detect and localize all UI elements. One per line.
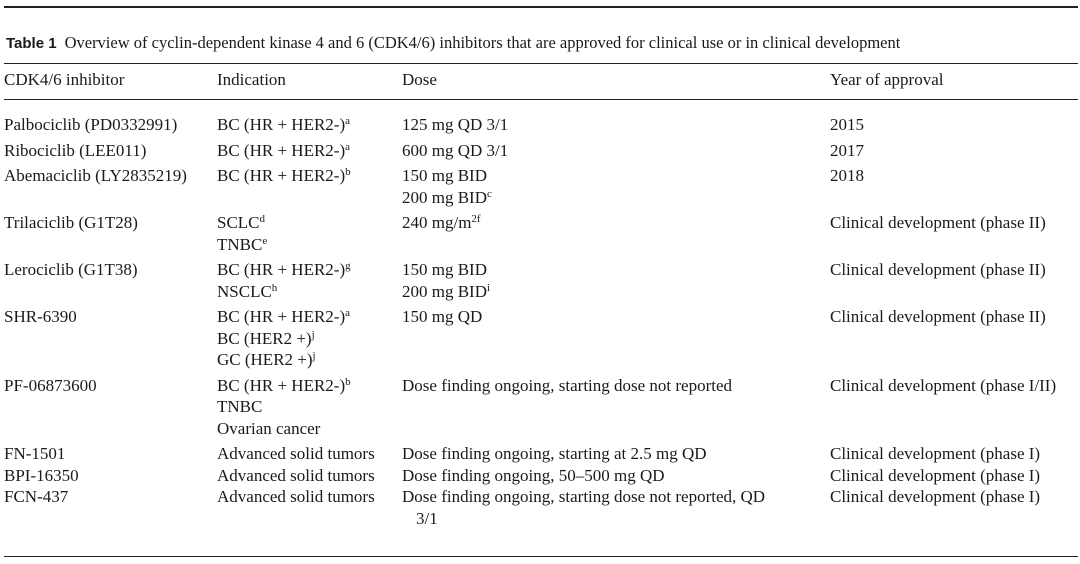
cell-text: 150 mg QD	[402, 307, 483, 326]
footnote-marker: j	[312, 350, 316, 362]
dose-cell	[402, 212, 830, 259]
cell-text: 125 mg QD 3/1	[402, 115, 509, 134]
cell-line	[402, 140, 830, 162]
header-inhibitor: CDK4/6 inhibitor	[4, 70, 125, 89]
indication-cell	[217, 375, 402, 444]
table-row	[4, 212, 1080, 259]
cell-text: Ovarian cancer	[217, 418, 321, 438]
cell-line	[217, 212, 402, 234]
cell-text: Advanced solid tumors	[217, 444, 375, 463]
year-cell: Clinical development (phase II)	[830, 307, 1046, 326]
inhibitor-cell: PF-06873600	[4, 375, 97, 395]
cell-text: BC (HER2 +)	[217, 328, 312, 348]
inhibitor-cell: FCN-437	[4, 487, 69, 506]
table-row	[4, 486, 1080, 529]
caption-label: Table 1	[6, 35, 57, 52]
cell-line	[402, 259, 830, 281]
cell-text: 150 mg BID	[402, 166, 487, 185]
table-row	[4, 375, 1080, 444]
inhibitor-cell: Trilaciclib (G1T28)	[4, 213, 138, 232]
cell-line	[402, 465, 830, 487]
footnote-marker: g	[345, 260, 351, 272]
footnote-marker: h	[271, 281, 278, 294]
cell-line	[402, 212, 830, 234]
footnote-marker: c	[487, 187, 492, 200]
cell-line	[217, 281, 402, 303]
cell-text: Dose finding ongoing, 50–500 mg QD	[402, 465, 665, 485]
table-caption	[6, 33, 900, 54]
table-row	[4, 140, 1080, 166]
footnote-marker: i	[487, 281, 491, 294]
cell-line	[217, 165, 402, 187]
cell-line	[217, 486, 402, 508]
cell-line	[217, 349, 402, 371]
cell-line	[217, 443, 402, 465]
header-row	[4, 66, 1080, 102]
dose-cell	[402, 486, 830, 529]
cell-line	[402, 114, 830, 136]
year-cell: 2015	[830, 115, 864, 134]
cell-text: Advanced solid tumors	[217, 487, 375, 506]
cell-text: BC (HR + HER2-)	[217, 166, 346, 185]
year-cell: Clinical development (phase II)	[830, 213, 1046, 232]
indication-cell	[217, 102, 402, 140]
cell-text: 200 mg BID	[402, 281, 487, 301]
cell-line	[217, 140, 402, 162]
footnote-marker: 2f	[471, 213, 481, 225]
indication-cell	[217, 465, 402, 487]
cell-text: BC (HR + HER2-)	[217, 260, 346, 279]
footnote-marker: a	[345, 140, 351, 153]
cell-line	[217, 114, 402, 136]
dose-cell	[402, 165, 830, 212]
inhibitor-cell: FN-1501	[4, 444, 66, 463]
header-dose: Dose	[402, 70, 437, 89]
cell-line	[402, 443, 830, 465]
cell-text: GC (HER2 +)	[217, 350, 313, 369]
header-indication: Indication	[217, 70, 286, 89]
cell-line	[402, 187, 830, 209]
top-rule	[4, 6, 1078, 8]
bottom-rule	[4, 556, 1078, 557]
header-rule	[4, 63, 1078, 64]
indication-cell	[217, 259, 402, 306]
year-cell: Clinical development (phase I)	[830, 465, 1041, 485]
cell-line	[217, 396, 402, 418]
cell-text: BC (HR + HER2-)	[217, 307, 346, 326]
header-year: Year of approval	[830, 70, 944, 89]
table-row	[4, 443, 1080, 465]
cell-line	[217, 465, 402, 487]
dose-cell	[402, 306, 830, 375]
footnote-marker: a	[345, 307, 351, 319]
footnote-marker: a	[345, 115, 351, 127]
cell-text: BC (HR + HER2-)	[217, 140, 346, 160]
cell-text: TNBC	[217, 234, 263, 254]
cell-text: Dose finding ongoing, starting at 2.5 mg QD	[402, 444, 707, 463]
cell-text: Dose finding ongoing, starting dose not reported, QD	[402, 487, 766, 506]
cell-line	[402, 375, 830, 397]
cell-text: NSCLC	[217, 281, 272, 301]
cell-line	[217, 259, 402, 281]
cell-line	[402, 281, 830, 303]
year-cell: 2018	[830, 166, 864, 185]
indication-cell	[217, 165, 402, 212]
table-row	[4, 259, 1080, 306]
footnote-marker: d	[259, 213, 266, 225]
cell-text: SCLC	[217, 213, 260, 232]
inhibitor-cell: BPI-16350	[4, 465, 79, 485]
cell-text: Dose finding ongoing, starting dose not reported	[402, 375, 733, 395]
cell-text: 600 mg QD 3/1	[402, 140, 509, 160]
cell-text: 3/1	[416, 508, 438, 528]
indication-cell	[217, 486, 402, 529]
inhibitor-cell: Palbociclib (PD0332991)	[4, 115, 178, 134]
inhibitor-table	[4, 66, 1080, 529]
dose-cell	[402, 375, 830, 444]
cell-text: 240 mg/m	[402, 213, 472, 232]
cell-text: BC (HR + HER2-)	[217, 115, 346, 134]
cell-line	[217, 375, 402, 397]
dose-cell	[402, 102, 830, 140]
year-cell: Clinical development (phase I)	[830, 444, 1041, 463]
indication-cell	[217, 212, 402, 259]
inhibitor-cell: SHR-6390	[4, 307, 77, 326]
year-cell: Clinical development (phase I/II)	[830, 375, 1057, 395]
cell-line	[217, 328, 402, 350]
footnote-marker: b	[345, 375, 351, 388]
indication-cell	[217, 140, 402, 166]
cell-line	[402, 508, 830, 530]
cell-line	[217, 418, 402, 440]
table-row	[4, 165, 1080, 212]
cell-text: Advanced solid tumors	[217, 465, 375, 485]
footnote-marker: j	[311, 328, 315, 341]
inhibitor-cell: Abemaciclib (LY2835219)	[4, 166, 187, 185]
cell-text: 200 mg BID	[402, 187, 487, 207]
year-cell: 2017	[830, 140, 864, 160]
dose-cell	[402, 140, 830, 166]
footnote-marker: b	[345, 166, 351, 178]
dose-cell	[402, 259, 830, 306]
footnote-marker: e	[262, 234, 268, 247]
year-cell: Clinical development (phase I)	[830, 487, 1041, 506]
indication-cell	[217, 443, 402, 465]
table-row	[4, 306, 1080, 375]
cell-text: TNBC	[217, 397, 263, 416]
year-cell: Clinical development (phase II)	[830, 260, 1046, 279]
table-row	[4, 465, 1080, 487]
cell-line	[402, 165, 830, 187]
cell-line	[402, 306, 830, 328]
dose-cell	[402, 443, 830, 465]
cell-text: 150 mg BID	[402, 260, 487, 279]
cell-line	[217, 234, 402, 256]
table-body	[4, 102, 1080, 529]
inhibitor-cell: Ribociclib (LEE011)	[4, 140, 147, 160]
caption-text: Overview of cyclin-dependent kinase 4 and 6 (CDK4/6) inhibitors that are approved for clinical use or in clinical development	[64, 33, 901, 52]
indication-cell	[217, 306, 402, 375]
cell-line	[217, 306, 402, 328]
inhibitor-cell: Lerociclib (G1T38)	[4, 260, 138, 279]
cell-text: BC (HR + HER2-)	[217, 375, 346, 395]
cell-line	[402, 486, 830, 508]
dose-cell	[402, 465, 830, 487]
table-row	[4, 102, 1080, 140]
